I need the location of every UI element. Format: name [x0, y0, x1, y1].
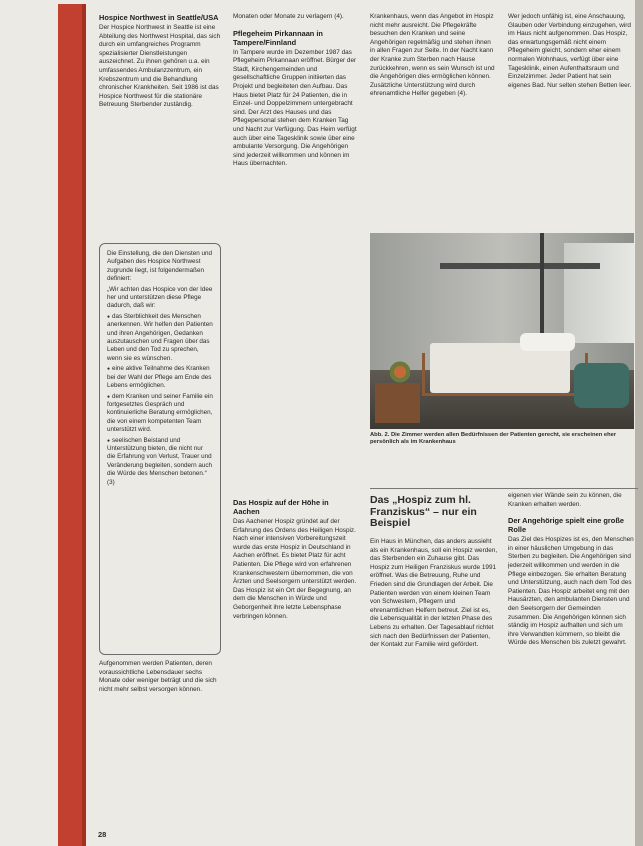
- column-2: [233, 13, 357, 483]
- heading-hospice-northwest: Hospice Northwest in Seattle/USA: [99, 13, 219, 22]
- text-col3-top: Krankenhaus, wenn das Angebot im Hospiz nicht mehr ausreicht. Die Pflegekräfte besuchen den Kranken und seine Angehörigen regelmäßig und stehen ihnen in allen Fragen zur Seite. In der Nacht kann der Kranke zum Sterben nach Hause zurückkehren, wenn es sein Wunsch ist und die Angehörigen dies ermöglichen können. Zusätzliche Unterstützung wird durch ehrenamtliche Helfer gegeben (4).: [370, 13, 495, 98]
- box-intro: Die Einstellung, die den Diensten und Aufgaben des Hospice Northwest zugrunde liegt, ist folgendermaßen definiert:: [107, 250, 213, 283]
- principles-box: [99, 243, 221, 655]
- box-bullet: ● dem Kranken und seiner Familie ein fortgesetztes Gespräch und kontinuierliche Beratung ermöglichen, die von einem kompetenten Team unterstützt wird.: [107, 393, 213, 435]
- text-feature: Ein Haus in München, das anders aussieht als ein Krankenhaus, soll ein Hospiz werden, das Sterbenden ein Zuhause gibt. Das Hospiz zum Heiligen Franziskus wurde 1991 eröffnet. Was die Betreuung, Ruhe und Frieden sind die Grundlagen der Arbeit. Die Patienten werden von einem kleinen Team von Schwestern, Pflegern und ehrenamtlichen Helfern betreut. Ziel ist es, die Lebensqualität in der letzten Phase des Lebens zu erhalten. Der Tagesablauf richtet sich nach den Bedürfnissen der Patienten, der Kontakt zur Familie wird gefördert.: [370, 538, 498, 649]
- heading-angehoerige: Der Angehörige spielt eine große Rolle: [508, 516, 624, 535]
- column-4: [508, 13, 634, 225]
- text-col5-top: eigenen vier Wände sein zu können, die Kranken erhalten werden.: [508, 492, 622, 508]
- red-margin-tab: [58, 4, 86, 846]
- text-col2-top: Monaten oder Monate zu verlagern (4).: [233, 13, 344, 20]
- text-pirkannaan: In Tampere wurde im Dezember 1987 das Pflegeheim Pirkannaan eröffnet. Bürger der Stadt, Kirchengemeinden und gesellschaftliche Gruppen initiierten das Projekt und begleiteten den Aufbau. Das Haus bietet Platz für 24 Patienten, die in Einzel- und Doppelzimmern untergebracht sind. Der Arzt des Hauses und das Pflegepersonal stehen dem Kranken Tag und Nacht zur Verfügung. Das Heim verfügt auch über eine Tagesklinik sowie über eine ambulante Versorgung. Die Angehörigen sind jederzeit willkommen und können im Haus übernachten.: [233, 48, 357, 168]
- hospice-room-photo: [370, 233, 634, 429]
- box-bullet: ● eine aktive Teilnahme des Kranken bei der Wahl der Pflege am Ende des Lebens ermöglichen.: [107, 365, 213, 390]
- caption-label: Abb. 2.: [370, 432, 390, 438]
- column-2-bottom: [233, 498, 357, 828]
- feature-text: [370, 538, 500, 828]
- heading-aachen: Das Hospiz auf der Höhe in Aachen: [233, 498, 329, 516]
- column-1-bottom: [99, 660, 221, 825]
- photo-caption: [370, 432, 638, 447]
- binding-edge: [635, 0, 643, 846]
- section-rule: [370, 488, 638, 489]
- page-number: 28: [98, 830, 107, 839]
- column-3: [370, 13, 496, 225]
- text-hospice-northwest: Der Hospice Northwest in Seattle ist eine Abteilung des Northwest Hospital, das sich durch ein umfangreiches Programm spezialisierter Dienstleistungen auszeichnet. Zu ihnen gehören u.a. ein umfassendes Ambulanzzentrum, ein Krebszentrum und die Behandlung chronischer Krankheiten. Seit 1986 ist das Hospice Northwest für die stationäre Betreuung Sterbender zuständig.: [99, 24, 221, 109]
- text-admission: Aufgenommen werden Patienten, deren voraussichtliche Lebensdauer sechs Monate oder weniger beträgt und die sich nicht mehr selbst versorgen können.: [99, 660, 217, 693]
- box-lead: „Wir achten das Hospice von der Idee her und unterstützen diese Pflege dadurch, daß wir:: [107, 285, 213, 310]
- feature-title: Das „Hospiz zum hl. Franziskus“ – nur ein Beispiel: [370, 494, 477, 529]
- text-aachen: Das Aachener Hospiz gründet auf der Erfahrung des Ordens des Heiligen Hospiz. Nach einer intensiven Vorbereitungszeit wurde das erste Hospiz in Deutschland in Aachen eröffnet. Es bietet Platz für acht Patienten. Die Pflege wird von erfahrenen Krankenschwestern übernommen, die von Ärzten und Seelsorgern unterstützt werden. Das Hospiz ist ein Ort der Begegnung, an dem die Menschen in Würde und Geborgenheit ihre letzte Lebensphase verbringen können.: [233, 518, 357, 620]
- caption-text: Die Zimmer werden allen Bedürfnissen der Patienten gerecht, sie erscheinen eher persönlich als im Krankenhaus: [370, 432, 617, 446]
- text-angehoerige: Das Ziel des Hospizes ist es, den Menschen in einer häuslichen Umgebung in das Sterben zu begleiten. Die Angehörigen sind jederzeit willkommen und werden in die Pflege einbezogen. Sie erhalten Beratung und Unterstützung, auch nach dem Tod des Patienten. Das Hospiz arbeitet eng mit den Hausärzten, den ambulanten Diensten und den Seelsorgern der Gemeinden zusammen. Die Angehörigen können sich ständig im Hospiz aufhalten und sich um ihre Verwandten kümmern, so bleibt die Würde des Menschen bis zuletzt gewahrt.: [508, 536, 634, 647]
- text-col4-top: Wer jedoch unfähig ist, eine Anschauung, Glauben oder Verbindung einzugehen, wird im Haus nicht aufgenommen. Das Hospiz, das erwartungsgemäß nicht einem Pflegeheim gleicht, sondern eher einem normalen Wohnhaus, verfügt über eine Tagesklinik, einen Aufenthaltsraum und Einzelzimmer. Jeder Patient hat sein eigenes Bad. Nur selten stehen Betten leer.: [508, 13, 632, 89]
- box-bullet: ● das Sterblichkeit des Menschen anerkennen. Wir helfen den Patienten und ihren Angehörigen, Gedanken auszutauschen und Fragen über das Leben und den Tod zu sprechen, wenn sie es wünschen.: [107, 313, 213, 363]
- feature-block: [370, 495, 502, 530]
- box-bullet: ● seelischen Beistand und Unterstützung bieten, die nicht nur die Erfahrung von Verlust, Trauer und Veränderung begleiten, sondern auch die Würde des Menschen betonen.“ (3): [107, 437, 213, 487]
- column-5: [508, 492, 634, 828]
- heading-pirkannaan: Pflegeheim Pirkannaan in Tampere/Finnland: [233, 28, 323, 47]
- column-1: [99, 13, 221, 235]
